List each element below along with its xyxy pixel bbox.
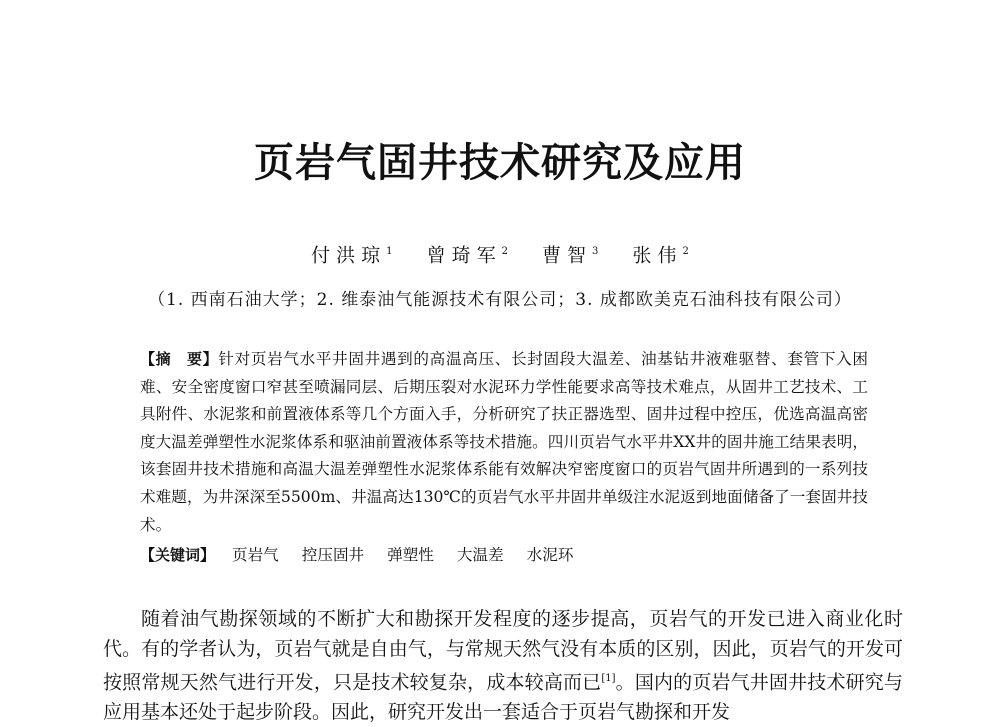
- abstract-label: 【摘 要】: [140, 350, 219, 368]
- author-1: [311, 238, 392, 269]
- author-affiliation-mark: 3: [592, 246, 599, 257]
- author-3: [542, 238, 598, 269]
- keyword-item: 页岩气: [231, 546, 279, 564]
- body-text-part: 随着油气勘探领域的不断扩大和勘探开发程度的逐步提高，页岩气的开发已进入商业化时代。有的学者认为，页岩气就是自由气，与常规天然气没有本质的区别，因此，页岩气的开发可按照常规天然气进行开发，只是技术较复杂，成本较高而已: [103, 608, 903, 694]
- author-4: [632, 238, 688, 269]
- abstract: [140, 346, 868, 539]
- citation-ref: [1]: [601, 673, 616, 684]
- body-text-part: 。国内的页岩气井固井技术研究与应用基本还处于起步阶段。因此，研究开发出一套适合于页岩气勘探和开发: [103, 671, 903, 724]
- author-line: [0, 238, 1000, 269]
- author-affiliation-mark: 1: [386, 246, 393, 257]
- keyword-item: 弹塑性: [387, 546, 434, 564]
- keyword-item: 大温差: [456, 546, 504, 564]
- affiliations: （1. 西南石油大学；2. 维泰油气能源技术有限公司；3. 成都欧美克石油科技有限公司）: [148, 290, 852, 310]
- keywords-label: 【关键词】: [140, 546, 216, 564]
- author-affiliation-mark: 2: [682, 246, 689, 257]
- keyword-item: 水泥环: [526, 546, 574, 564]
- body-paragraph: [103, 604, 903, 727]
- author-name: 付洪琼: [311, 244, 387, 267]
- keyword-item: 控压固井: [301, 546, 365, 564]
- author-name: 曹智: [542, 244, 593, 267]
- author-name: 曾琦军: [426, 244, 502, 267]
- author-affiliation-mark: 2: [501, 246, 508, 257]
- author-2: [427, 238, 508, 269]
- abstract-text: 针对页岩气水平井固井遇到的高温高压、长封固段大温差、油基钻井液难驱替、套管下入困难、安全密度窗口窄甚至喷漏同层、后期压裂对水泥环力学性能要求高等技术难点，从固井工艺技术、工具附件、水泥浆和前置液体系等几个方面入手，分析研究了扶正器选型、固井过程中控压，优选高温高密度大温差弹塑性水泥浆体系和驱油前置液体系等技术措施。四川页岩气水平井XX井的固井施工结果表明，该套固井技术措施和高温大温差弹塑性水泥浆体系能有效解决窄密度窗口的页岩气固井所遇到的一系列技术难题，为井深深至5500m、井温高达130℃的页岩气水平井固井单级注水泥返到地面储备了一套固井技术。: [140, 350, 868, 534]
- keywords: [140, 542, 868, 569]
- paper-title: 页岩气固井技术研究及应用: [254, 139, 746, 186]
- author-name: 张伟: [632, 244, 683, 267]
